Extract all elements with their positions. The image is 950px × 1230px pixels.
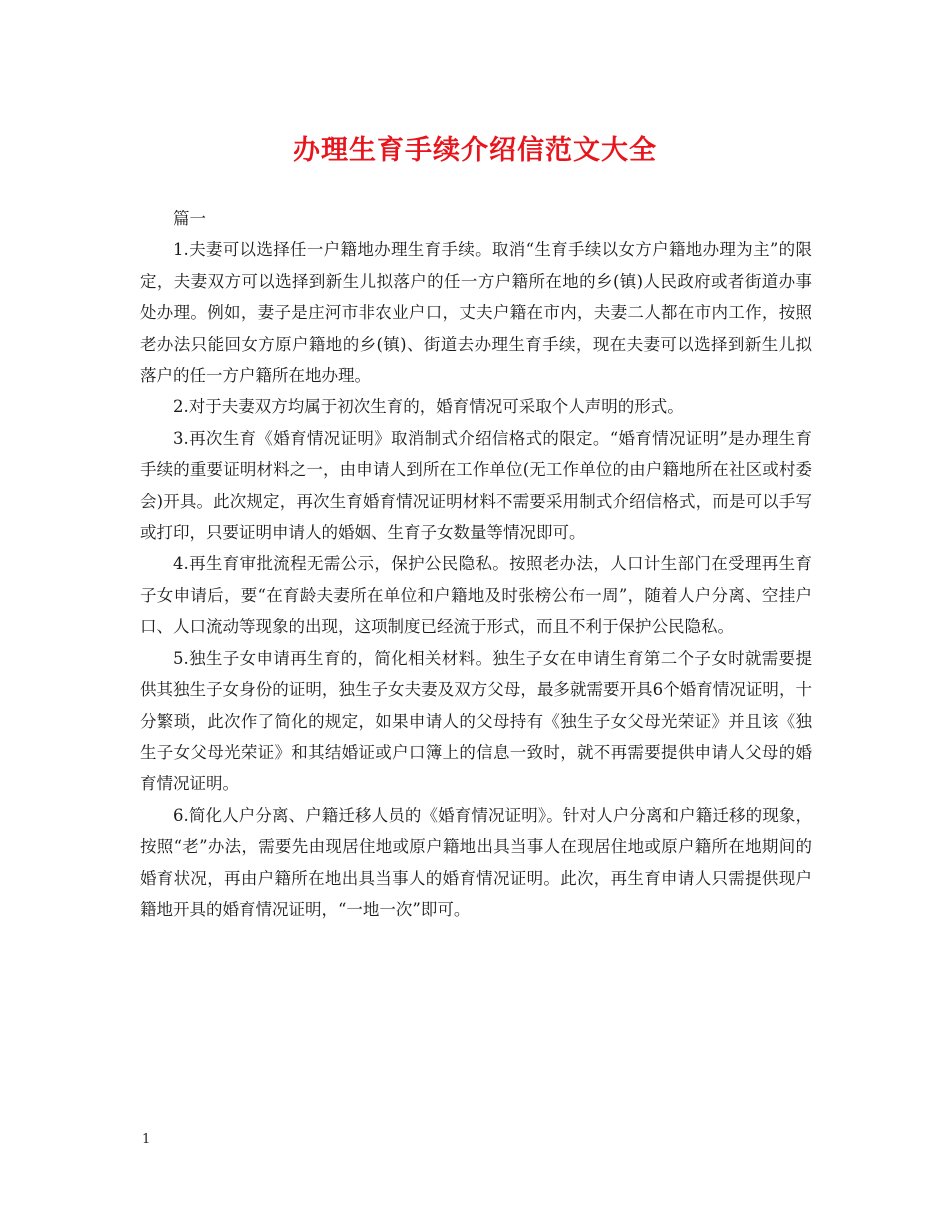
paragraph-3: 3.再次生育《婚育情况证明》取消制式介绍信格式的限定。“婚育情况证明”是办理生育手续的重要证明材料之一，由申请人到所在工作单位(无工作单位的由户籍地所在社区或村委会)开具。此次规定，再次生育婚育情况证明材料不需要采用制式介绍信格式，而是可以手写或打印，只要证明申请人的婚姻、生育子女数量等情况即可。 <box>140 428 812 543</box>
paragraph-1: 1.夫妻可以选择任一户籍地办理生育手续。取消“生育手续以女方户籍地办理为主”的限定，夫妻双方可以选择到新生儿拟落户的任一方户籍所在地的乡(镇)人民政府或者街道办事处办理。例如，妻子是庄河市非农业户口，丈夫户籍在市内，夫妻二人都在市内工作，按照老办法只能回女方原户籍地的乡(镇)、街道去办理生育手续，现在夫妻可以选择到新生儿拟落户的任一方户籍所在地办理。 <box>140 240 812 386</box>
paragraph-5: 5.独生子女申请再生育的，简化相关材料。独生子女在申请生育第二个子女时就需要提供其独生子女身份的证明，独生子女夫妻及双方父母，最多就需要开具6个婚育情况证明，十分繁琐，此次作了简化的规定，如果申请人的父母持有《独生子女父母光荣证》并且该《独生子女父母光荣证》和其结婚证或户口簿上的信息一致时，就不再需要提供申请人父母的婚育情况证明。 <box>140 648 812 794</box>
page-number: 1 <box>142 1132 151 1147</box>
paragraph-2: 2.对于夫妻双方均属于初次生育的，婚育情况可采取个人声明的形式。 <box>173 397 684 417</box>
document-title: 办理生育手续介绍信范文大全 <box>293 135 657 166</box>
section-label: 篇一 <box>173 209 206 228</box>
paragraph-6: 6.简化人户分离、户籍迁移人员的《婚育情况证明》。针对人户分离和户籍迁移的现象，按照“老”办法，需要先由现居住地或原户籍地出具当事人在现居住地或原户籍所在地期间的婚育状况，再由户籍所在地出具当事人的婚育情况证明。此次，再生育申请人只需提供现户籍地开具的婚育情况证明，“一地一次”即可。 <box>140 805 812 919</box>
paragraph-4: 4.再生育审批流程无需公示，保护公民隐私。按照老办法，人口计生部门在受理再生育子女申请后，要“在育龄夫妻所在单位和户籍地及时张榜公布一周”，随着人户分离、空挂户口、人口流动等现象的出现，这项制度已经流于形式，而且不利于保护公民隐私。 <box>140 554 812 637</box>
document-body <box>140 203 812 925</box>
